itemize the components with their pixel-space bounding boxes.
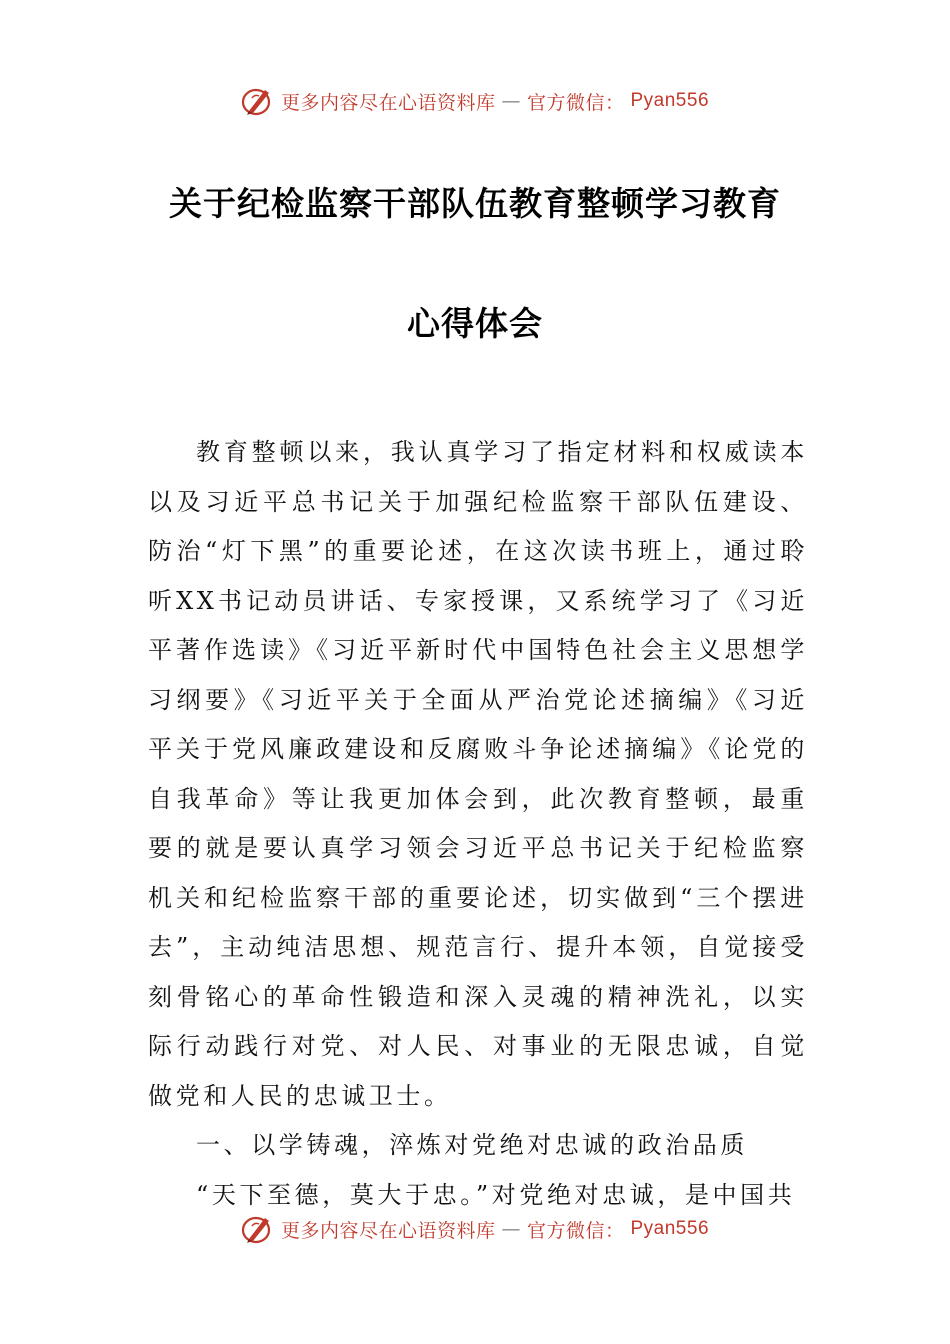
watermark-id: Pyan556 bbox=[630, 90, 710, 111]
pen-logo-icon bbox=[241, 84, 275, 118]
watermark-separator: — bbox=[501, 1218, 521, 1240]
pen-logo-icon bbox=[241, 1212, 275, 1246]
watermark-label: 官方微信： bbox=[526, 1219, 625, 1242]
document-title-line-2: 心得体会 bbox=[407, 304, 543, 343]
watermark-text: 更多内容尽在心语资料库 bbox=[280, 1219, 496, 1242]
watermark-separator: — bbox=[501, 90, 521, 112]
header-watermark bbox=[0, 84, 950, 118]
watermark-text: 更多内容尽在心语资料库 bbox=[280, 91, 496, 114]
section-heading: 一、以学铸魂，淬炼对党绝对忠诚的政治品质 bbox=[196, 1131, 748, 1159]
document-title-line-1: 关于纪检监察干部队伍教育整顿学习教育 bbox=[169, 184, 781, 223]
footer-watermark bbox=[0, 1212, 950, 1246]
watermark-id: Pyan556 bbox=[630, 1218, 710, 1239]
document-body bbox=[148, 428, 808, 1220]
watermark-label: 官方微信： bbox=[526, 91, 625, 114]
paragraph: 教育整顿以来，我认真学习了指定材料和权威读本以及习近平总书记关于加强纪检监察干部队伍建设、防治“灯下黑”的重要论述，在这次读书班上，通过聆听XX书记动员讲话、专家授课，又系统学习了《习近平著作选读》《习近平新时代中国特色社会主义思想学习纲要》《习近平关于全面从严治党论述摘编》《习近平关于党风廉政建设和反腐败斗争论述摘编》《论党的自我革命》等让我更加体会到，此次教育整顿，最重要的就是要认真学习领会习近平总书记关于纪检监察机关和纪检监察干部的重要论述，切实做到“三个摆进去”，主动纯洁思想、规范言行、提升本领，自觉接受刻骨铭心的革命性锻造和深入灵魂的精神洗礼，以实际行动践行对党、对人民、对事业的无限忠诚，自觉做党和人民的忠诚卫士。 bbox=[148, 438, 808, 1110]
paragraph: “天下至德，莫大于忠。”对党绝对忠诚，是中国共 bbox=[196, 1180, 796, 1209]
